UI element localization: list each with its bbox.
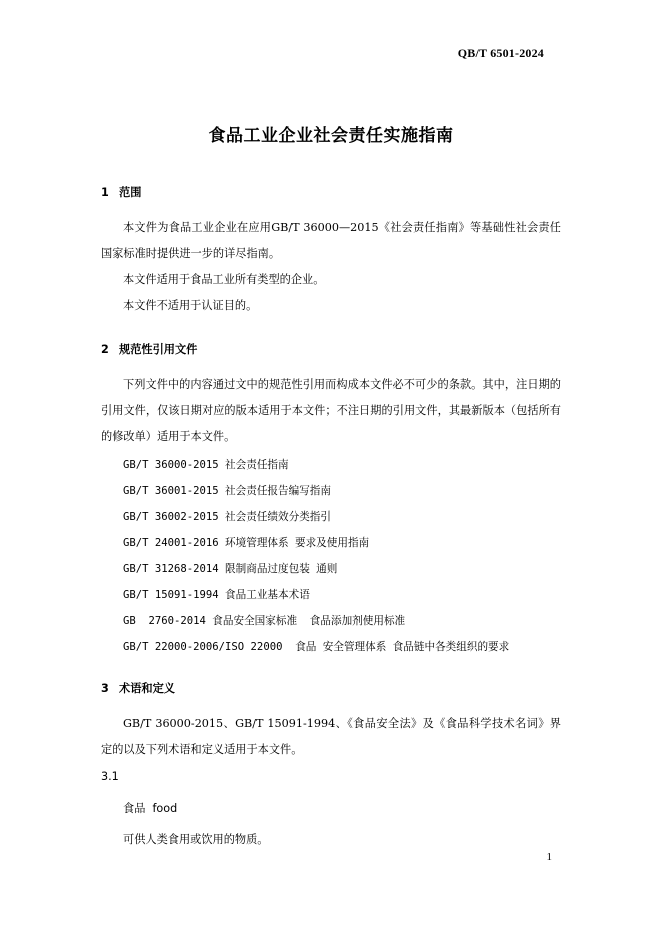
reference-item: GB/T 15091-1994 食品工业基本术语 xyxy=(123,589,310,601)
reference-item: GB/T 36001-2015 社会责任报告编写指南 xyxy=(123,485,331,497)
reference-item: GB/T 22000-2006/ISO 22000 食品 安全管理体系 食品链中各类组织的要求 xyxy=(123,641,510,653)
reference-item: GB/T 36002-2015 社会责任绩效分类指引 xyxy=(123,511,331,523)
reference-item: GB/T 36000-2015 社会责任指南 xyxy=(123,459,289,471)
section-1-paragraph-3: 本文件不适用于认证目的。 xyxy=(123,299,258,312)
section-1-title: 范围 xyxy=(119,186,142,199)
section-3-heading xyxy=(101,680,175,696)
section-3-intro: GB/T 36000-2015、GB/T 15091-1994、《食品安全法》及《食品科学技术名词》界定的以及下列术语和定义适用于本文件。 xyxy=(101,717,561,756)
section-2-number: 2 xyxy=(101,343,109,356)
term-definition: 可供人类食用或饮用的物质。 xyxy=(123,833,269,846)
page-number: 1 xyxy=(546,851,552,863)
term-entry: 食品 food xyxy=(123,802,178,815)
section-3-title: 术语和定义 xyxy=(119,682,175,695)
subsection-3-1-number: 3.1 xyxy=(101,770,119,783)
standard-number: QB/T 6501-2024 xyxy=(457,46,544,60)
section-2-intro: 下列文件中的内容通过文中的规范性引用而构成本文件必不可少的条款。其中，注日期的引用文件，仅该日期对应的版本适用于本文件；不注日期的引用文件，其最新版本（包括所有的修改单）适用于本文件。 xyxy=(101,378,561,443)
reference-item: GB 2760-2014 食品安全国家标准 食品添加剂使用标准 xyxy=(123,615,406,627)
section-1-paragraph-2: 本文件适用于食品工业所有类型的企业。 xyxy=(123,273,325,286)
reference-item: GB/T 24001-2016 环境管理体系 要求及使用指南 xyxy=(123,537,370,549)
reference-item: GB/T 31268-2014 限制商品过度包装 通则 xyxy=(123,563,338,575)
section-1-number: 1 xyxy=(101,186,109,199)
section-2-title: 规范性引用文件 xyxy=(119,343,198,356)
section-1-paragraph-1: 本文件为食品工业企业在应用GB/T 36000—2015《社会责任指南》等基础性社会责任国家标准时提供进一步的详尽指南。 xyxy=(101,221,561,260)
section-2-heading xyxy=(101,341,197,357)
section-3-number: 3 xyxy=(101,682,109,695)
document-title: 食品工业企业社会责任实施指南 xyxy=(208,126,454,146)
subsection-3-1-heading xyxy=(101,770,119,783)
section-1-heading xyxy=(101,184,141,200)
